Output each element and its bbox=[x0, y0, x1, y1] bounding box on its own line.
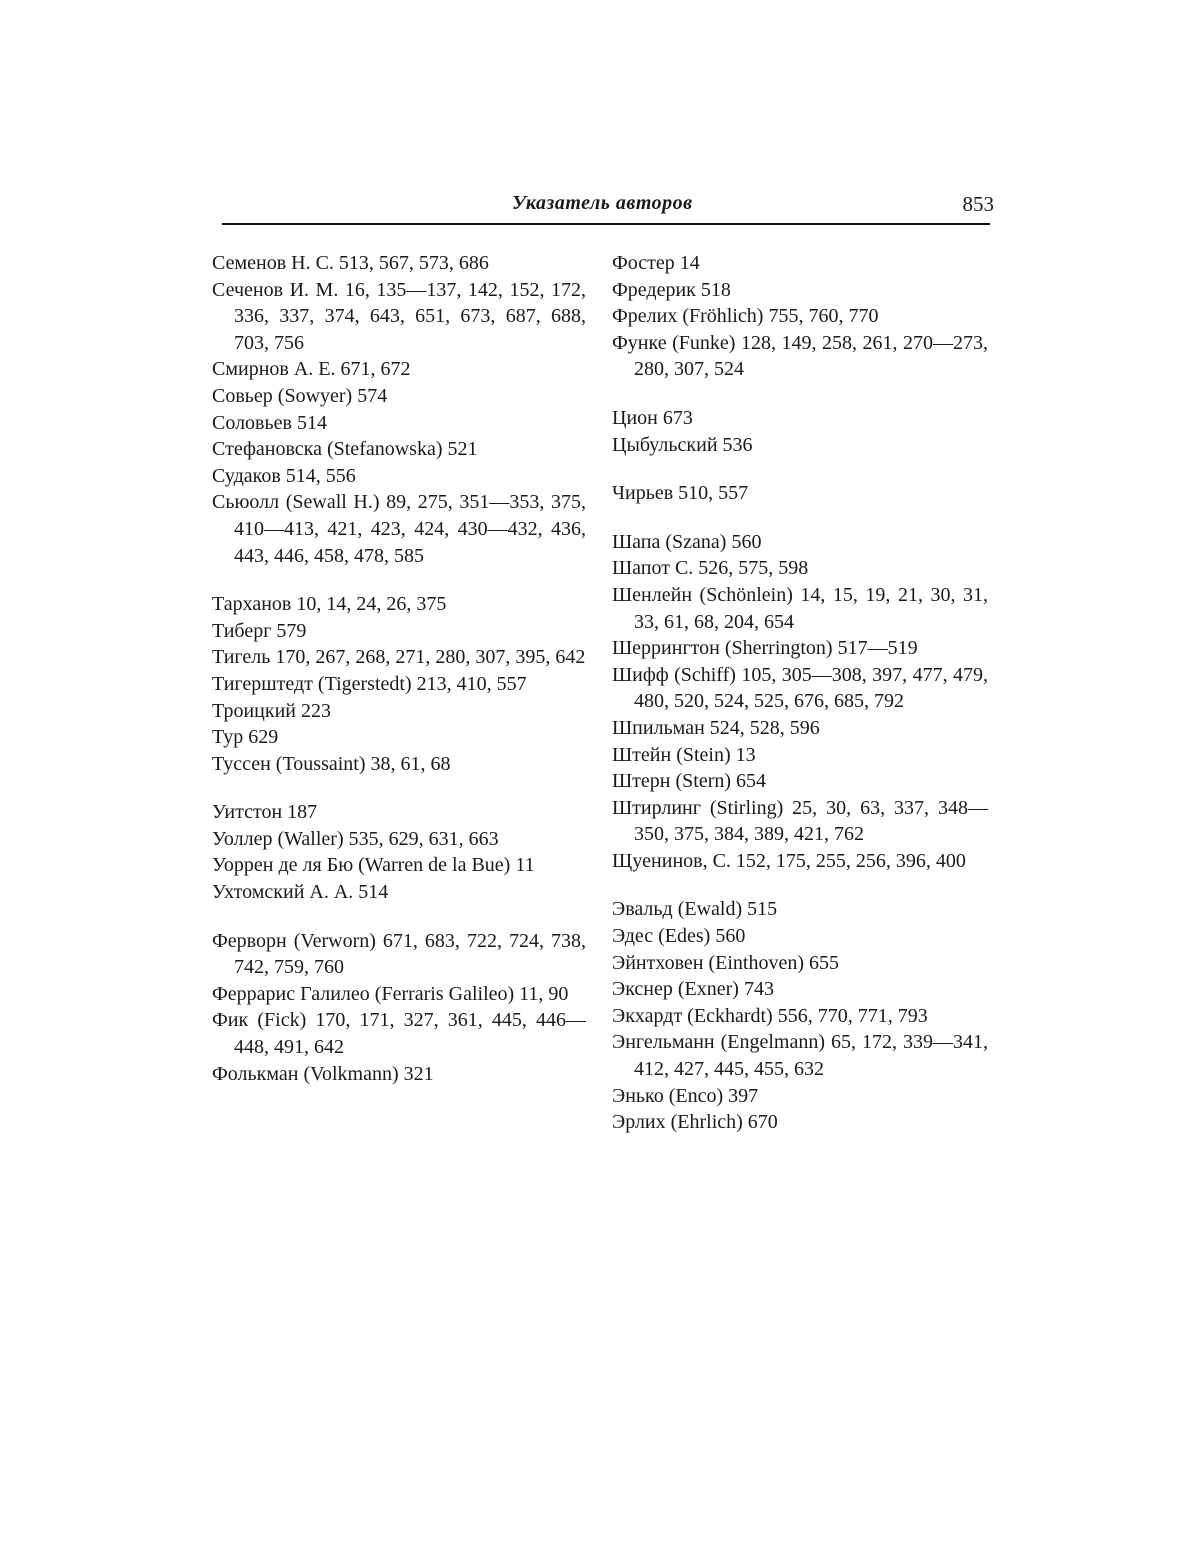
index-entry: Энгельманн (Engelmann) 65, 172, 339—341, 412, 427, 445, 455, 632 bbox=[612, 1031, 988, 1081]
letter-group-gap bbox=[612, 458, 988, 480]
index-entry: Эйнтховен (Einthoven) 655 bbox=[612, 951, 840, 974]
index-entry: Сеченов И. М. 16, 135—137, 142, 152, 172, 336, 337, 374, 643, 651, 673, 687, 688, 703, 756 bbox=[212, 278, 586, 354]
index-entry: Феррарис Галилео (Ferraris Galileo) 11, 90 bbox=[212, 982, 569, 1005]
index-entry: Цыбульский 536 bbox=[612, 433, 753, 456]
index-entry: Уоррен де ля Бю (Warren de la Bue) 11 bbox=[212, 854, 535, 877]
index-entry: Цион 673 bbox=[612, 406, 693, 429]
index-entry: Тарханов 10, 14, 24, 26, 375 bbox=[212, 593, 447, 616]
index-entry: Шапот С. 526, 575, 598 bbox=[612, 557, 809, 580]
index-column-left bbox=[212, 250, 586, 1087]
index-entry: Эдес (Edes) 560 bbox=[612, 925, 746, 948]
index-entry: Сьюолл (Sewall H.) 89, 275, 351—353, 375, 410—413, 421, 423, 424, 430—432, 436, 443, 446, 458, 478, 585 bbox=[212, 491, 586, 567]
header-rule bbox=[222, 223, 990, 225]
index-entry: Стефановска (Stefanowska) 521 bbox=[212, 438, 478, 461]
index-column-right bbox=[612, 250, 988, 1136]
index-entry: Штирлинг (Stirling) 25, 30, 63, 337, 348—350, 375, 384, 389, 421, 762 bbox=[612, 796, 988, 846]
index-entry: Смирнов А. Е. 671, 672 bbox=[212, 358, 411, 381]
index-entry: Туссен (Toussaint) 38, 61, 68 bbox=[212, 752, 451, 775]
index-entry: Фик (Fick) 170, 171, 327, 361, 445, 446—448, 491, 642 bbox=[212, 1009, 586, 1059]
index-entry: Эвальд (Ewald) 515 bbox=[612, 898, 778, 921]
index-entry: Экхардт (Eckhardt) 556, 770, 771, 793 bbox=[612, 1004, 928, 1027]
index-entry: Уитстон 187 bbox=[212, 801, 318, 824]
letter-group-gap bbox=[612, 874, 988, 896]
index-entry: Судаков 514, 556 bbox=[212, 464, 356, 487]
index-entry: Шпильман 524, 528, 596 bbox=[612, 716, 820, 739]
page-number: 853 bbox=[962, 192, 994, 216]
index-entry: Шенлейн (Schönlein) 14, 15, 19, 21, 30, 31, 33, 61, 68, 204, 654 bbox=[612, 583, 988, 633]
index-entry: Тигель 170, 267, 268, 271, 280, 307, 395, 642 bbox=[212, 646, 586, 669]
index-entry: Тиберг 579 bbox=[212, 619, 307, 642]
index-entry: Ферворн (Verworn) 671, 683, 722, 724, 738, 742, 759, 760 bbox=[212, 929, 586, 979]
index-entry: Тур 629 bbox=[212, 726, 279, 749]
letter-group-gap bbox=[212, 569, 586, 591]
index-entry: Штейн (Stein) 13 bbox=[612, 743, 756, 766]
index-entry: Фрелих (Fröhlich) 755, 760, 770 bbox=[612, 305, 879, 328]
index-entry: Экснер (Exner) 743 bbox=[612, 978, 774, 1001]
index-entry: Соловьев 514 bbox=[212, 411, 327, 434]
letter-group-gap bbox=[612, 383, 988, 405]
letter-group-gap bbox=[212, 777, 586, 799]
index-entry: Совьер (Sowyer) 574 bbox=[212, 384, 388, 407]
letter-group-gap bbox=[212, 906, 586, 928]
index-entry: Чирьев 510, 557 bbox=[612, 482, 749, 505]
index-entry: Семенов Н. С. 513, 567, 573, 686 bbox=[212, 252, 489, 274]
index-entry: Фостер 14 bbox=[612, 252, 700, 274]
index-entry: Фолькман (Volkmann) 321 bbox=[212, 1062, 434, 1085]
index-entry: Шеррингтон (Sherrington) 517—519 bbox=[612, 637, 918, 660]
index-entry: Троицкий 223 bbox=[212, 699, 331, 722]
index-entry: Тигерштедт (Tigerstedt) 213, 410, 557 bbox=[212, 672, 527, 695]
index-entry: Щуенинов, С. 152, 175, 255, 256, 396, 400 bbox=[612, 849, 966, 872]
index-entry: Шифф (Schiff) 105, 305—308, 397, 477, 479, 480, 520, 524, 525, 676, 685, 792 bbox=[612, 663, 988, 713]
index-entry: Уоллер (Waller) 535, 629, 631, 663 bbox=[212, 827, 499, 850]
index-entry: Фредерик 518 bbox=[612, 278, 731, 301]
index-entry: Энько (Enco) 397 bbox=[612, 1084, 759, 1107]
page-header bbox=[222, 192, 994, 228]
index-entry: Шапа (Szana) 560 bbox=[612, 530, 762, 553]
index-entry: Функе (Funke) 128, 149, 258, 261, 270—273, 280, 307, 524 bbox=[612, 331, 988, 381]
running-title: Указатель авторов bbox=[512, 192, 693, 214]
index-entry: Ухтомский А. А. 514 bbox=[212, 881, 389, 904]
index-entry: Штерн (Stern) 654 bbox=[612, 770, 767, 793]
index-entry: Эрлих (Ehrlich) 670 bbox=[612, 1111, 778, 1134]
letter-group-gap bbox=[612, 507, 988, 529]
